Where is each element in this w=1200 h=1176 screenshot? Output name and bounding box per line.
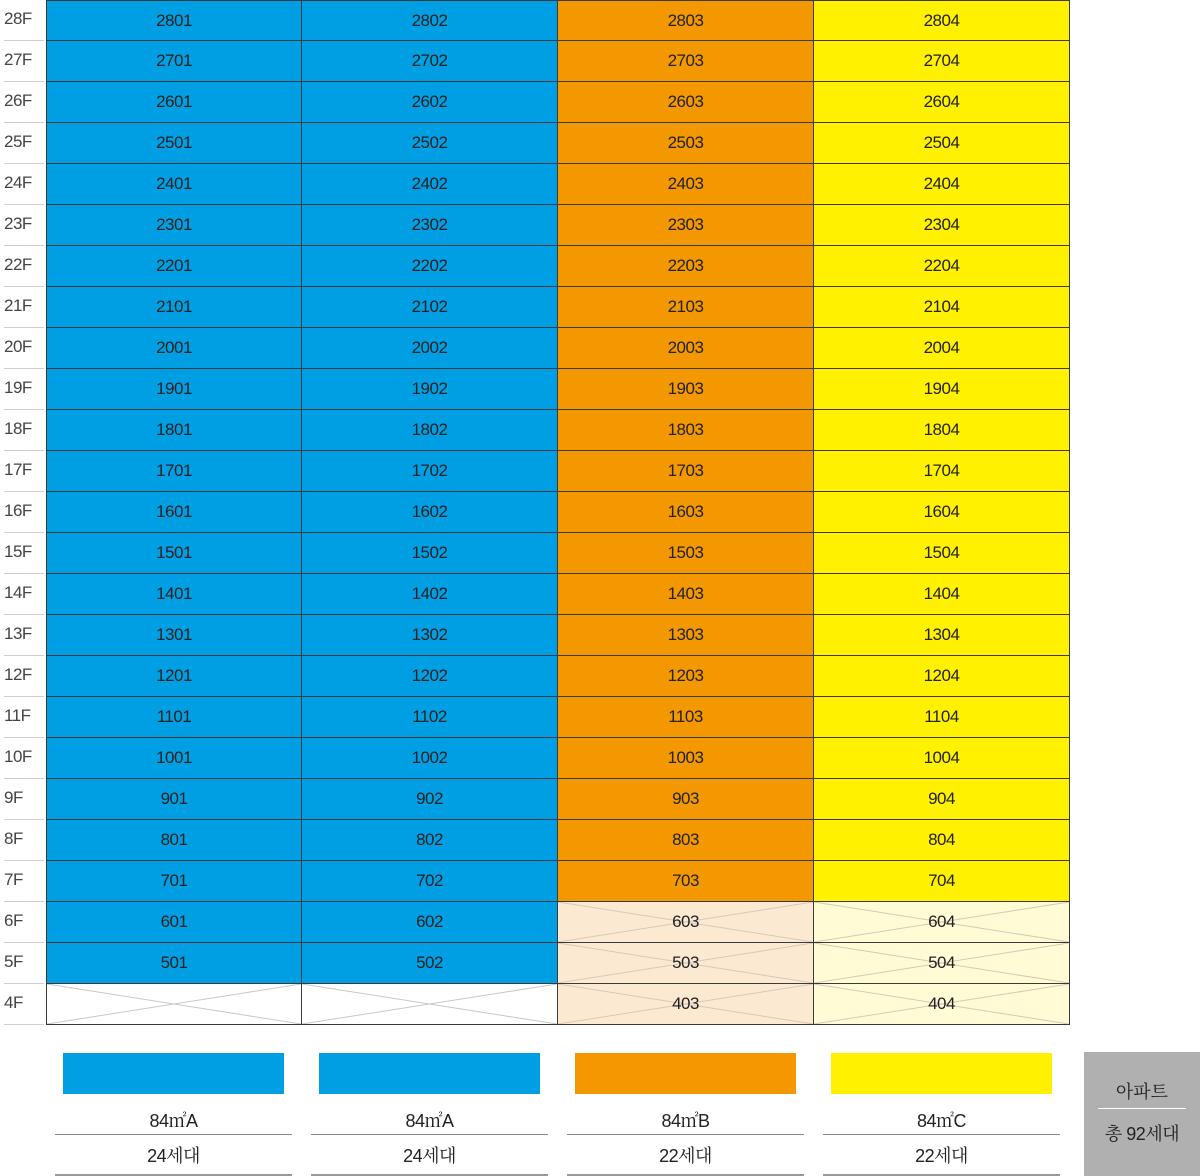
unit-cell [302,123,558,164]
unit-number: 2301 [156,215,192,234]
unit-cell [302,820,558,861]
unit-cell [302,451,558,492]
unit-cell [558,820,814,861]
unit-number: 2001 [156,338,192,357]
unit-number: 704 [928,871,955,890]
unit-number: 1603 [667,502,704,521]
unit-number: 1204 [923,666,960,685]
legend-type-label: 84㎡B [567,1106,804,1135]
unit-cell [302,82,558,123]
unit-cell [814,410,1070,451]
unit-number: 1901 [156,379,192,398]
unit-number: 2304 [923,215,960,234]
legend-swatch [575,1053,796,1094]
unit-number: 604 [928,912,955,931]
unit-cell [558,0,814,41]
unit-number: 1303 [667,625,704,644]
floor-row [0,492,1070,533]
unit-cell [302,861,558,902]
floor-row [0,369,1070,410]
unit-cell [46,246,302,287]
unit-cell [46,41,302,82]
unit-cell [46,533,302,574]
unit-cell [558,451,814,492]
unit-number: 2204 [923,256,960,275]
unit-cell [558,656,814,697]
unit-number: 2002 [411,338,448,357]
unit-number: 2602 [411,92,448,111]
unit-cell [46,492,302,533]
unit-number: 2501 [156,133,192,152]
floor-row [0,451,1070,492]
unit-number: 1504 [923,543,960,562]
unit-cell [302,0,558,41]
unit-number: 703 [672,871,699,890]
unit-number: 804 [928,830,955,849]
unit-number: 1903 [667,379,704,398]
floor-label: 7F [0,861,46,902]
unit-number: 1304 [923,625,960,644]
unit-cell [46,697,302,738]
unit-cell [46,615,302,656]
unit-number: 1401 [156,584,192,603]
floor-label: 6F [0,902,46,943]
unit-cell [558,943,814,984]
floor-row [0,533,1070,574]
summary-divider [1098,1108,1186,1109]
unit-number: 1704 [923,461,960,480]
floor-label: 13F [0,615,46,656]
unit-cell [558,984,814,1025]
unit-cell [558,533,814,574]
unit-cell [46,820,302,861]
unit-number: 1101 [156,707,192,726]
unit-cell [302,574,558,615]
unit-number: 1301 [156,625,192,644]
floor-label: 8F [0,820,46,861]
unit-cell [814,123,1070,164]
unit-number: 802 [416,830,443,849]
unit-number: 1602 [411,502,448,521]
unit-cell [46,943,302,984]
unit-number: 2502 [411,133,448,152]
unit-cell [814,369,1070,410]
unit-number: 803 [672,830,699,849]
unit-cell [302,164,558,205]
floor-label: 12F [0,656,46,697]
unit-cell [814,615,1070,656]
unit-number: 1502 [411,543,448,562]
unit-number: 2201 [156,256,192,275]
unit-number: 1803 [667,420,704,439]
unit-cell [814,574,1070,615]
unit-cell [814,246,1070,287]
unit-cell [814,984,1070,1025]
floor-label: 18F [0,410,46,451]
unit-number: 1104 [924,707,959,726]
summary-box [1084,1052,1200,1176]
floor-row [0,123,1070,164]
unit-cell [302,287,558,328]
unit-number: 2704 [923,51,960,70]
unit-cell [302,943,558,984]
unit-number: 2203 [667,256,704,275]
legend-count-label: 24세대 [311,1140,548,1176]
unit-cell [558,697,814,738]
unit-cell [46,574,302,615]
unit-number: 2404 [923,174,960,193]
unit-number: 404 [928,994,955,1013]
unit-number: 902 [416,789,443,808]
unit-number: 1801 [156,420,192,439]
unit-number: 701 [160,871,188,890]
unit-number: 1102 [412,707,447,726]
unit-cell [558,492,814,533]
unit-number: 1003 [667,748,704,767]
floor-label: 10F [0,738,46,779]
floor-row [0,328,1070,369]
floor-label: 15F [0,533,46,574]
unit-cell [302,246,558,287]
floor-label: 22F [0,246,46,287]
unit-cell [46,123,302,164]
unit-number: 2603 [667,92,704,111]
floor-label: 26F [0,82,46,123]
unit-cell [558,246,814,287]
unit-number: 2302 [411,215,448,234]
unit-cell [46,984,302,1025]
unit-number: 904 [928,789,955,808]
floor-row [0,574,1070,615]
unit-number: 1302 [411,625,448,644]
legend-swatch [319,1053,540,1094]
unit-number: 1203 [667,666,704,685]
unit-cell [558,123,814,164]
unit-cell [302,738,558,779]
unit-number: 601 [160,912,188,931]
unit-cell [814,492,1070,533]
unit-cell [814,451,1070,492]
floor-row [0,287,1070,328]
unit-number: 2403 [667,174,704,193]
unit-cell [558,410,814,451]
unit-cell [814,533,1070,574]
unit-number: 1103 [668,707,703,726]
floor-label: 24F [0,164,46,205]
floor-row [0,205,1070,246]
unit-number: 602 [416,912,443,931]
unit-cell [558,82,814,123]
unit-number: 2103 [667,297,704,316]
unit-number: 903 [672,789,699,808]
unit-cell [46,328,302,369]
unit-number: 1503 [667,543,704,562]
unit-cell [814,738,1070,779]
floor-label: 27F [0,41,46,82]
floor-row [0,164,1070,205]
unit-cell [46,656,302,697]
floor-label: 28F [0,0,46,41]
floor-label: 5F [0,943,46,984]
unit-number: 2202 [411,256,448,275]
unit-cell [46,902,302,943]
excluded-cross-mark [302,984,557,1024]
unit-number: 2303 [667,215,704,234]
unit-cell [814,861,1070,902]
unit-cell [558,861,814,902]
floor-label: 20F [0,328,46,369]
unit-cell [302,41,558,82]
unit-number: 2802 [411,11,448,30]
unit-cell [558,738,814,779]
legend-count-label: 22세대 [823,1140,1060,1176]
unit-number: 503 [672,953,699,972]
unit-cell [814,902,1070,943]
unit-cell [46,369,302,410]
unit-cell [46,287,302,328]
unit-cell [46,0,302,41]
unit-number: 2804 [923,11,960,30]
unit-type-legend [0,1040,1200,1176]
unit-number: 1701 [156,461,192,480]
floor-label: 9F [0,779,46,820]
unit-cell [814,41,1070,82]
floor-row [0,246,1070,287]
unit-cell [302,410,558,451]
unit-cell [302,656,558,697]
unit-cell [46,164,302,205]
unit-cell [814,943,1070,984]
unit-number: 2604 [923,92,960,111]
unit-number: 2104 [923,297,960,316]
unit-number: 2803 [667,11,704,30]
unit-number: 2402 [411,174,448,193]
unit-cell [814,697,1070,738]
unit-cell [302,615,558,656]
unit-cell [558,328,814,369]
floor-label: 23F [0,205,46,246]
unit-cell [302,984,558,1025]
unit-cell [814,287,1070,328]
unit-number: 2601 [156,92,192,111]
unit-number: 2702 [411,51,448,70]
unit-number: 2004 [923,338,960,357]
unit-number: 1501 [156,543,192,562]
unit-cell [814,205,1070,246]
unit-number: 1904 [923,379,960,398]
unit-cell [814,656,1070,697]
unit-number: 1604 [923,502,960,521]
unit-number: 502 [416,953,443,972]
unit-number: 2504 [923,133,960,152]
unit-cell [558,164,814,205]
floor-label: 4F [0,984,46,1025]
unit-number: 1702 [411,461,448,480]
floor-label: 17F [0,451,46,492]
unit-cell [46,451,302,492]
legend-count-label: 24세대 [55,1140,292,1176]
unit-cell [558,574,814,615]
unit-number: 801 [160,830,188,849]
unit-cell [46,861,302,902]
unit-cell [558,615,814,656]
legend-type-label: 84㎡A [55,1106,292,1135]
unit-number: 1403 [667,584,704,603]
unit-number: 2801 [156,11,192,30]
unit-cell [558,41,814,82]
floor-row [0,0,1070,41]
unit-cell [814,820,1070,861]
unit-cell [46,779,302,820]
unit-number: 1404 [923,584,960,603]
legend-count-label: 22세대 [567,1140,804,1176]
floor-row [0,615,1070,656]
excluded-cross-mark [47,984,301,1024]
legend-swatch [831,1053,1052,1094]
floor-label: 19F [0,369,46,410]
unit-number: 1001 [156,748,192,767]
unit-cell [302,697,558,738]
unit-cell [302,779,558,820]
unit-number: 2401 [156,174,192,193]
unit-number: 1703 [667,461,704,480]
unit-cell [814,164,1070,205]
floor-label: 25F [0,123,46,164]
unit-cell [302,533,558,574]
unit-cell [558,779,814,820]
floor-row [0,738,1070,779]
unit-number: 1201 [156,666,192,685]
unit-number: 2101 [156,297,192,316]
unit-number: 403 [672,994,699,1013]
unit-cell [46,82,302,123]
floor-label: 16F [0,492,46,533]
unit-number: 1202 [411,666,448,685]
unit-cell [46,410,302,451]
unit-cell [302,492,558,533]
unit-cell [46,738,302,779]
unit-number: 1601 [156,502,192,521]
floor-row [0,41,1070,82]
unit-number: 2003 [667,338,704,357]
unit-number: 504 [928,953,955,972]
unit-number: 1802 [411,420,448,439]
unit-cell [814,328,1070,369]
unit-cell [558,205,814,246]
unit-number: 1002 [411,748,448,767]
legend-type-label: 84㎡C [823,1106,1060,1135]
unit-cell [558,902,814,943]
legend-type-label: 84㎡A [311,1106,548,1135]
unit-number: 2503 [667,133,704,152]
unit-cell [302,328,558,369]
floor-label: 11F [0,697,46,738]
unit-cell [558,287,814,328]
floor-row [0,984,1070,1025]
unit-number: 2703 [667,51,704,70]
unit-number: 1804 [923,420,960,439]
unit-number: 603 [672,912,699,931]
floor-row [0,656,1070,697]
floor-row [0,82,1070,123]
unit-cell [558,369,814,410]
unit-cell [46,205,302,246]
unit-number: 501 [160,953,188,972]
unit-number: 2701 [156,51,192,70]
unit-cell [814,82,1070,123]
unit-number: 702 [416,871,443,890]
unit-cell [814,779,1070,820]
floor-label: 21F [0,287,46,328]
floor-row [0,697,1070,738]
floor-row [0,820,1070,861]
unit-number: 901 [160,789,188,808]
unit-number: 1402 [411,584,448,603]
unit-cell [302,902,558,943]
summary-title: 아파트 [1115,1082,1169,1102]
legend-swatch [63,1053,284,1094]
unit-number: 1902 [411,379,448,398]
floor-row [0,410,1070,451]
floor-row [0,902,1070,943]
floor-row [0,943,1070,984]
unit-number: 2102 [411,297,448,316]
floor-row [0,861,1070,902]
summary-total: 총 92세대 [1104,1124,1180,1144]
floor-row [0,779,1070,820]
floor-label: 14F [0,574,46,615]
unit-cell [814,0,1070,41]
unit-number: 1004 [923,748,960,767]
unit-cell [302,369,558,410]
unit-cell [302,205,558,246]
